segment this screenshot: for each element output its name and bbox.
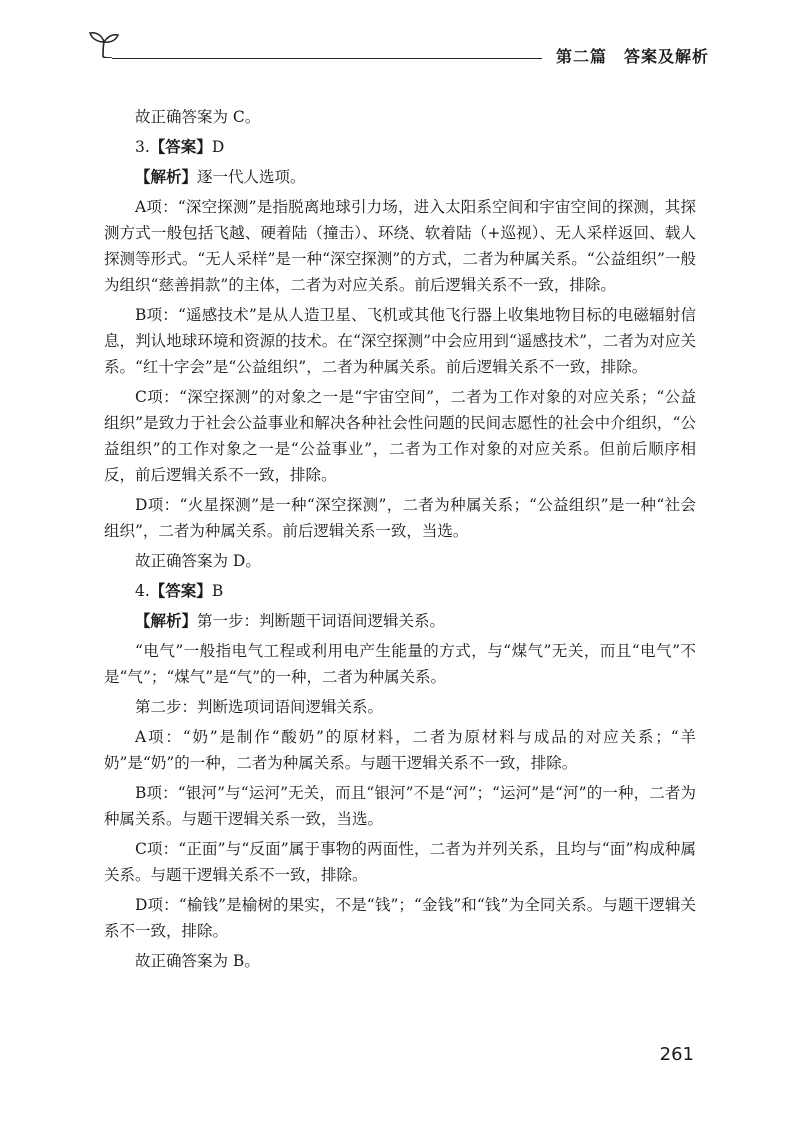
paragraph-text: 故正确答案为 C。 — [135, 108, 261, 126]
question-number: 4. — [135, 582, 150, 600]
paragraph — [104, 548, 696, 574]
sprout-icon — [86, 28, 120, 58]
paragraph — [104, 638, 696, 690]
page-number: 261 — [659, 1044, 694, 1065]
running-header — [0, 0, 800, 80]
answer-tag: 【答案】 — [149, 582, 212, 600]
paragraph — [104, 194, 696, 298]
paragraph-text: D项：“榆钱”是榆树的果实，不是“钱”；“金钱”和“钱”为全同关系。与题干逻辑关系不一致，排除。 — [104, 896, 696, 940]
paragraph-text: 故正确答案为 B。 — [135, 952, 260, 970]
paragraph-text: 第一步：判断题干词语间逻辑关系。 — [197, 612, 446, 630]
paragraph — [104, 780, 696, 832]
paragraph — [104, 836, 696, 888]
paragraph — [104, 948, 696, 974]
paragraph-text: C项：“正面”与“反面”属于事物的两面性，二者为并列关系，且均与“面”构成种属关系。与题干逻辑关系不一致，排除。 — [104, 840, 696, 884]
paragraph-text: 故正确答案为 D。 — [135, 552, 261, 570]
analysis-tag: 【解析】 — [135, 168, 198, 186]
paragraph-text: B项：“银河”与“运河”无关，而且“银河”不是“河”；“运河”是“河”的一种，二者为种属关系。与题干逻辑关系一致，当选。 — [104, 784, 696, 828]
paragraph — [104, 384, 696, 488]
paragraph — [104, 302, 696, 380]
analysis-heading — [104, 164, 696, 190]
paragraph — [104, 104, 696, 130]
analysis-tag: 【解析】 — [135, 612, 198, 630]
answer-tag: 【答案】 — [149, 138, 212, 156]
paragraph-text: 逐一代人选项。 — [197, 168, 306, 186]
paragraph-text: D项：“火星探测”是一种“深空探测”，二者为种属关系；“公益组织”是一种“社会组织”，二者为种属关系。前后逻辑关系一致，当选。 — [104, 496, 696, 540]
header-rule — [112, 58, 542, 59]
answer-content — [104, 104, 696, 978]
paragraph-text: C项：“深空探测”的对象之一是“宇宙空间”，二者为工作对象的对应关系；“公益组织”是致力于社会公益事业和解决各种社会性问题的民间志愿性的社会中介组织，“公益组织”的工作对象之一是“公益事业”，二者为工作对象的对应关系。但前后顺序相反，前后逻辑关系不一致，排除。 — [104, 388, 696, 484]
paragraph-text: B项：“遥感技术”是从人造卫星、飞机或其他飞行器上收集地物目标的电磁辐射信息，判认地球环境和资源的技术。在“深空探测”中会应用到“遥感技术”，二者为对应关系。“红十字会”是“公益组织”，二者为种属关系。前后逻辑关系不一致，排除。 — [104, 306, 696, 376]
analysis-heading — [104, 608, 696, 634]
paragraph — [104, 892, 696, 944]
paragraph-text: A项：“深空探测”是指脱离地球引力场，进入太阳系空间和宇宙空间的探测，其探测方式一般包括飞越、硬着陆（撞击）、环绕、软着陆（+巡视）、无人采样返回、载人探测等形式。“无人采样”是一种“深空探测”的方式，二者为种属关系。“公益组织”一般为组织“慈善捐款”的主体，二者为对应关系。前后逻辑关系不一致，排除。 — [104, 198, 696, 294]
paragraph — [104, 492, 696, 544]
question-number: 3. — [135, 138, 150, 156]
paragraph-text: “电气”一般指电气工程或利用电产生能量的方式，与“煤气”无关，而且“电气”不是“气”；“煤气”是“气”的一种，二者为种属关系。 — [104, 642, 696, 686]
paragraph-text: 第二步：判断选项词语间逻辑关系。 — [135, 698, 384, 716]
answer-letter: D — [211, 138, 225, 156]
answer-letter: B — [211, 582, 224, 600]
paragraph — [104, 724, 696, 776]
paragraph-text: A项：“奶”是制作“酸奶”的原材料，二者为原材料与成品的对应关系；“羊奶”是“奶”的一种，二者为种属关系。与题干逻辑关系不一致，排除。 — [104, 728, 696, 772]
section-title: 第二篇 答案及解析 — [556, 47, 710, 66]
answer-heading — [104, 578, 696, 604]
paragraph — [104, 694, 696, 720]
answer-heading — [104, 134, 696, 160]
